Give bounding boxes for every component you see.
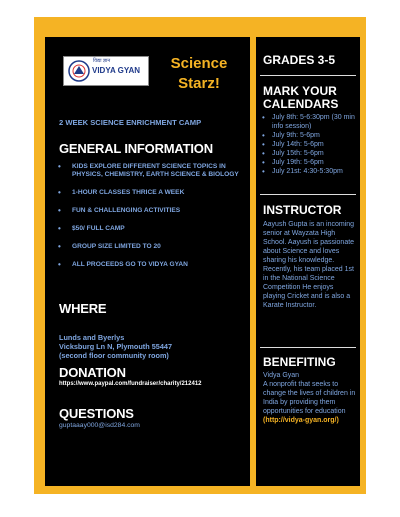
camp-subtitle: 2 WEEK SCIENCE ENRICHMENT CAMP bbox=[59, 118, 202, 127]
donation-heading: DONATION bbox=[59, 365, 126, 380]
list-item: • $50/ FULL CAMP bbox=[58, 224, 125, 233]
venue-street: Vicksburg Ln N, Plymouth 55447 bbox=[59, 342, 173, 351]
list-item: • ALL PROCEEDS GO TO VIDYA GYAN bbox=[58, 260, 188, 269]
where-heading: WHERE bbox=[59, 301, 107, 316]
bullet-icon: • bbox=[262, 167, 265, 176]
vidya-gyan-logo bbox=[63, 56, 149, 86]
list-item: • GROUP SIZE LIMITED TO 20 bbox=[58, 242, 161, 251]
instructor-bio: Aayush Gupta is an incoming senior at Wayzata High School. Aayush is passionate about Science and loves sharing his knowledge. Recently, his team placed 1st in the National Science Competition He enjoys playing Cricket and is also a Karate Instructor. bbox=[263, 221, 355, 309]
list-item: • July 8th: 5-6:30pm (30 min info session) bbox=[262, 113, 355, 130]
where-address bbox=[59, 333, 172, 360]
contact-email[interactable]: guptaaay000@isd284.com bbox=[59, 422, 140, 429]
divider bbox=[260, 194, 356, 195]
benefiting-body bbox=[263, 371, 357, 425]
venue-name: Lunds and Byerlys bbox=[59, 333, 125, 342]
general-info-list bbox=[57, 163, 247, 279]
bullet-icon: • bbox=[262, 158, 265, 167]
instructor-heading: INSTRUCTOR bbox=[263, 203, 342, 217]
left-panel bbox=[45, 37, 250, 486]
list-item: • FUN & CHALLENGING ACTIVITIES bbox=[58, 206, 181, 215]
bullet-icon: • bbox=[58, 162, 61, 171]
list-item: • July 14th: 5-6pm bbox=[262, 140, 324, 149]
list-item: • July 19th: 5-6pm bbox=[262, 158, 324, 167]
list-item: • July 9th: 5-6pm bbox=[262, 131, 320, 140]
event-title: Science Starz! bbox=[170, 55, 228, 92]
right-panel bbox=[256, 37, 360, 486]
emblem-icon bbox=[68, 60, 90, 82]
bullet-icon: • bbox=[58, 224, 61, 233]
org-link[interactable]: (http://vidya-gyan.org/) bbox=[263, 417, 339, 424]
logo-name: VIDYA GYAN bbox=[92, 66, 141, 75]
list-item: • July 15th: 5-6pm bbox=[262, 149, 324, 158]
general-info-heading: GENERAL INFORMATION bbox=[59, 141, 213, 156]
bullet-icon: • bbox=[58, 206, 61, 215]
divider bbox=[260, 347, 356, 348]
bullet-icon: • bbox=[262, 140, 265, 149]
donation-link[interactable]: https://www.paypal.com/fundraiser/charity/212412 bbox=[59, 381, 202, 387]
divider bbox=[260, 75, 356, 76]
grades-heading: GRADES 3-5 bbox=[263, 53, 336, 67]
bullet-icon: • bbox=[58, 188, 61, 197]
dates-list bbox=[260, 113, 360, 176]
list-item: • July 21st: 4:30-5:30pm bbox=[262, 167, 343, 176]
bullet-icon: • bbox=[262, 131, 265, 140]
questions-heading: QUESTIONS bbox=[59, 406, 134, 421]
list-item: • 1-HOUR CLASSES THRICE A WEEK bbox=[58, 188, 185, 197]
venue-room: (second floor community room) bbox=[59, 351, 169, 360]
bullet-icon: • bbox=[262, 149, 265, 158]
logo-hindi-text: विद्या ज्ञान bbox=[93, 58, 111, 64]
org-description: A nonprofit that seeks to change the lives of children in India by providing them opportunities for education bbox=[263, 381, 356, 415]
bullet-icon: • bbox=[58, 260, 61, 269]
bullet-icon: • bbox=[58, 242, 61, 251]
org-name: Vidya Gyan bbox=[263, 372, 300, 379]
benefiting-heading: BENEFITING bbox=[263, 355, 336, 369]
bullet-icon: • bbox=[262, 113, 265, 122]
calendar-heading: MARK YOUR CALENDARS bbox=[263, 84, 339, 111]
list-item: • KIDS EXPLORE DIFFERENT SCIENCE TOPICS IN PHYSICS, CHEMISTRY, EARTH SCIENCE & BIOLOGY bbox=[58, 162, 239, 178]
